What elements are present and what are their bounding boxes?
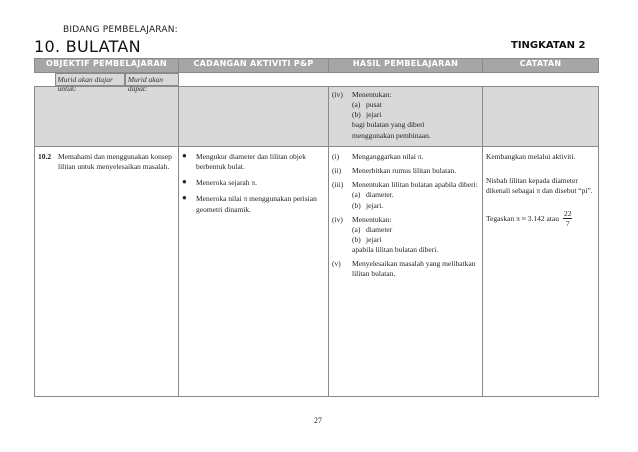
item-text: Menyelesaikan masalah yang melibatkan lilitan bulatan.: [352, 259, 476, 279]
subitem-letter: (b): [352, 200, 361, 210]
fraction-numerator: 22: [563, 209, 572, 219]
outcome-continuation: apabila lilitan bulatan diberi.: [352, 245, 439, 254]
outcome-subitem: [332, 225, 479, 235]
fraction-denominator: 7: [565, 218, 570, 228]
subitem-letter: (b): [352, 234, 361, 244]
bullet-icon: ●: [182, 193, 187, 203]
outcome-continuation: bagi bulatan yang diberi: [352, 120, 425, 130]
grey-cell-activities: [179, 87, 329, 147]
outcome-item: [332, 180, 479, 190]
item-text: Menentukan:: [352, 214, 392, 224]
note-text: Kembangkan melalui aktiviti.: [486, 152, 576, 161]
outcome-subitem: [332, 100, 479, 110]
objective-cell: [35, 147, 179, 397]
item-text: Menentukan lilitan bulatan apabila diberi:: [352, 180, 478, 190]
grey-cell-notes: [483, 87, 599, 147]
outcome-item: [332, 259, 479, 279]
item-number: (iii): [332, 180, 344, 190]
fraction: [563, 210, 573, 227]
subheader-taught: Murid akan diajar untuk:: [55, 73, 125, 86]
subitem-text: pusat: [366, 100, 382, 110]
subitem-letter: (b): [352, 110, 361, 120]
bullet-icon: ●: [182, 151, 187, 160]
subitem-letter: (a): [352, 100, 361, 110]
objective-code: 10.2: [38, 152, 52, 161]
subitem-letter: (a): [352, 224, 361, 234]
outcome-subitem: [332, 235, 479, 245]
notes-cell: [483, 147, 599, 397]
outcome-subitem: [332, 190, 479, 200]
activity-text: Mengukur diameter dan lilitan objek berbentuk bulat.: [196, 152, 306, 172]
outcome-item: [332, 166, 479, 176]
item-number: (iv): [332, 214, 343, 224]
column-header-notes: CATATAN: [483, 59, 599, 73]
outcomes-cell: [329, 147, 483, 397]
column-header-activities: CADANGAN AKTIVITI P&P: [179, 59, 329, 73]
outcome-item: [332, 215, 479, 225]
page-title: 10. BULATAN: [34, 37, 141, 56]
syllabus-table: [34, 58, 599, 397]
outcome-item: [332, 90, 479, 100]
objective-text: Memahami dan menggunakan konsep lilitan untuk menyelesaikan masalah.: [58, 152, 172, 172]
item-number: (v): [332, 259, 341, 269]
objective-item: [38, 152, 175, 172]
outcome-continuation: menggunakan pembinaan.: [352, 130, 431, 140]
note-formula: [486, 210, 595, 227]
item-number: (i): [332, 152, 340, 161]
activity-text: Meneroka nilai π menggunakan perisian geometri dinamik.: [196, 194, 317, 214]
subitem-text: jejari.: [366, 200, 384, 210]
note-text: Tegaskan π ≈ 3.142 atau: [486, 213, 559, 223]
bullet-icon: ●: [182, 177, 187, 187]
learning-area-label: BIDANG PEMBELAJARAN:: [63, 25, 178, 35]
subitem-text: jejari: [366, 110, 382, 120]
note-text: Nisbah lilitan kepada diameter dikenali sebagai π dan disebut “pi”.: [486, 176, 593, 196]
activity-item: [182, 152, 325, 172]
column-header-objective: OBJEKTIF PEMBELAJARAN: [35, 59, 179, 73]
item-number: (iv): [332, 90, 343, 99]
outcome-subitem: [332, 110, 479, 120]
item-text: Menerbitkan rumus lilitan bulatan.: [352, 166, 457, 176]
grey-cell-objective: [35, 87, 179, 147]
subitem-text: diameter.: [366, 190, 394, 200]
column-header-outcomes: HASIL PEMBELAJARAN: [329, 59, 483, 73]
activities-cell: [179, 147, 329, 397]
subitem-text: diameter: [366, 224, 393, 234]
form-level-label: TINGKATAN 2: [511, 40, 586, 51]
subitem-text: jejari: [366, 234, 382, 244]
outcome-item: [332, 152, 479, 162]
item-number: (ii): [332, 166, 342, 176]
outcome-subitem: [332, 201, 479, 211]
activity-item: [182, 194, 325, 214]
subheader-able: Murid akan dapat:: [125, 73, 179, 86]
grey-cell-outcomes: [329, 87, 483, 147]
item-text: Menentukan:: [352, 90, 392, 99]
page-number: 27: [314, 416, 322, 425]
item-text: Menganggarkan nilai π.: [352, 152, 424, 161]
subitem-letter: (a): [352, 190, 361, 200]
activity-text: Meneroka sejarah π.: [196, 178, 258, 188]
activity-item: [182, 178, 325, 188]
